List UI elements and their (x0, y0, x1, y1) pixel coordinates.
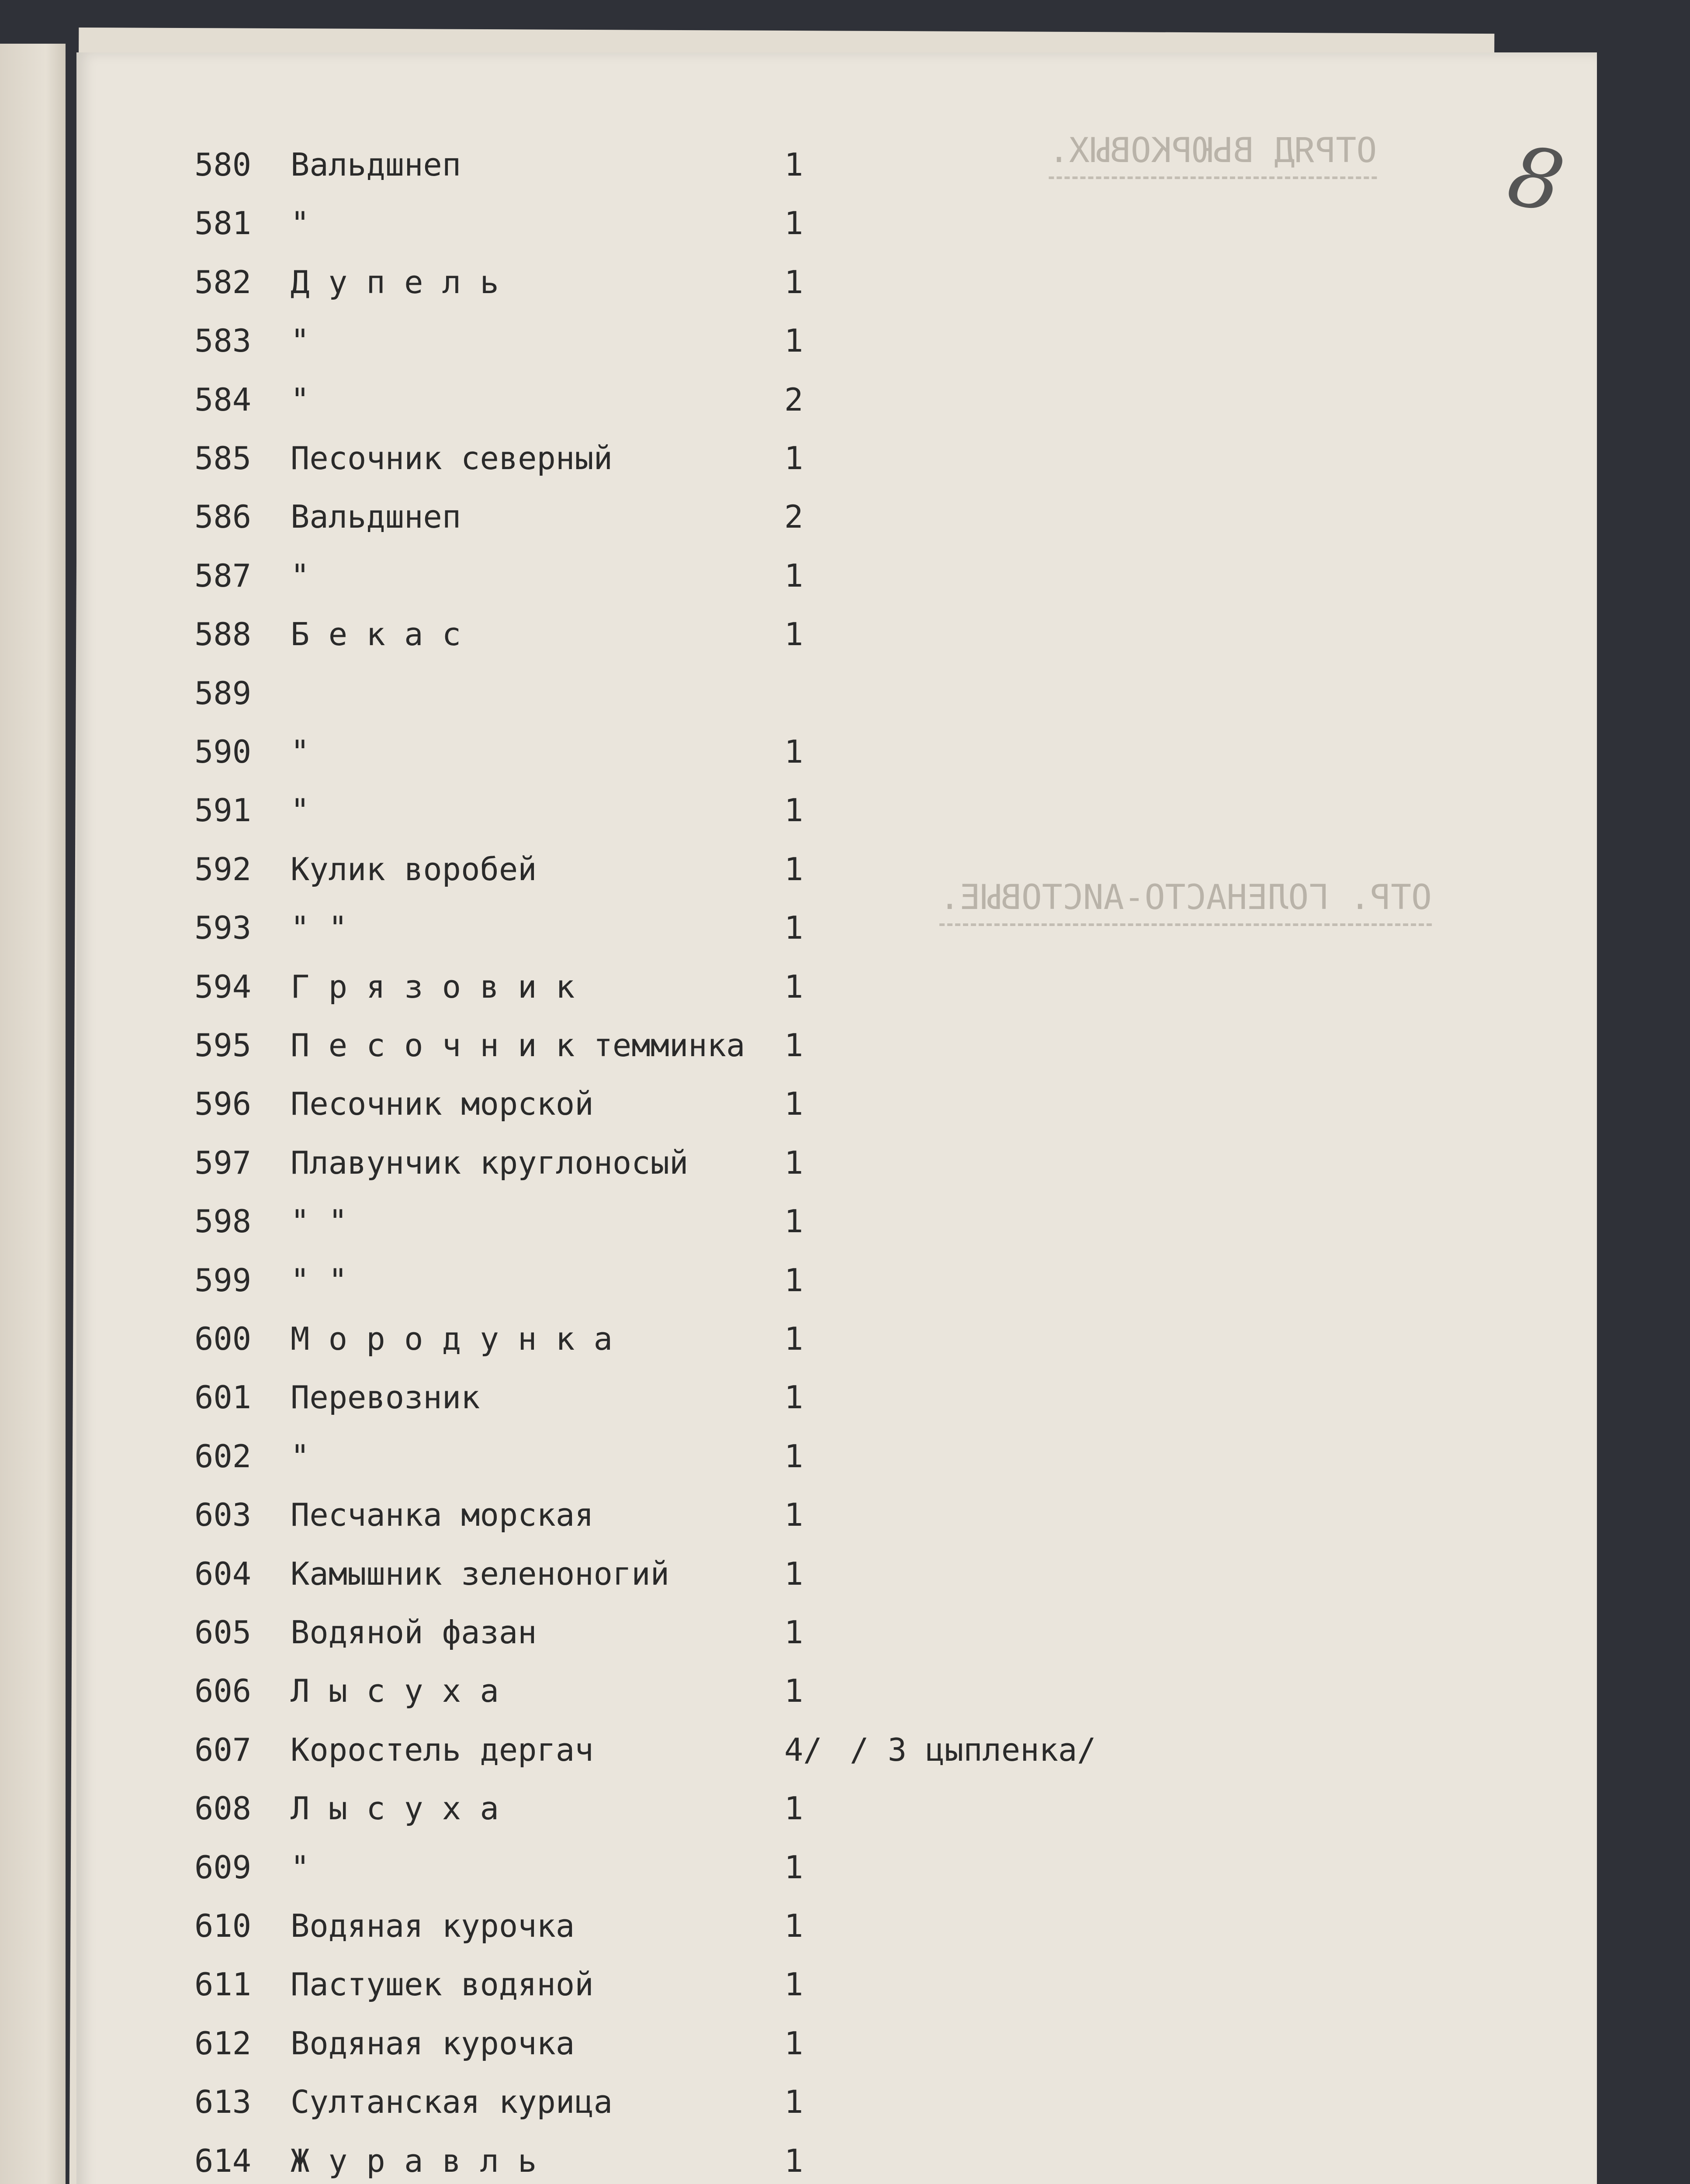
entry-number: 605 (194, 1614, 252, 1651)
entry-number: 591 (194, 792, 252, 829)
specimen-count: 1 (784, 2084, 803, 2120)
specimen-count: 1 (784, 1144, 803, 1181)
specimen-count: 1 (784, 1790, 803, 1827)
species-name: М о р о д у н к а (291, 1320, 613, 1357)
entry-number: 596 (194, 1085, 252, 1122)
specimen-count: 1 (784, 1555, 803, 1592)
species-name: Вальдшнеп (291, 498, 461, 535)
specimen-count: 1 (784, 1379, 803, 1416)
species-name: Вальдшнеп (291, 146, 461, 183)
specimen-count: 1 (784, 2025, 803, 2062)
species-name: " " (291, 1262, 348, 1299)
species-name: Д у п е л ь (291, 264, 499, 301)
entry-number: 611 (194, 1966, 252, 2003)
species-name: " (291, 381, 310, 418)
species-name: Л ы с у х а (291, 1790, 499, 1827)
specimen-count: 2 (784, 498, 803, 535)
species-name: " " (291, 909, 348, 946)
entry-number: 588 (194, 616, 252, 653)
species-name: Камышник зеленоногий (291, 1555, 669, 1592)
entry-note: / 3 цыпленка/ (850, 1731, 1096, 1768)
specimen-count: 1 (784, 1027, 803, 1064)
specimen-count: 1 (784, 1085, 803, 1122)
entry-number: 590 (194, 733, 252, 770)
specimen-count: 1 (784, 968, 803, 1005)
entry-number: 582 (194, 264, 252, 301)
entry-number: 599 (194, 1262, 252, 1299)
entry-number: 608 (194, 1790, 252, 1827)
entry-number: 606 (194, 1673, 252, 1709)
entry-number: 580 (194, 146, 252, 183)
entry-number: 592 (194, 851, 252, 888)
specimen-count: 2 (784, 381, 803, 418)
bleed-through-header-1: ОТРЯД ВЬЮРКОВЫХ. (1049, 131, 1377, 179)
species-name: Кулик воробей (291, 851, 537, 888)
folio-number: 8 (1500, 126, 1572, 232)
entry-number: 589 (194, 675, 252, 712)
specimen-count: 1 (784, 1203, 803, 1240)
species-name: Коростель дергач (291, 1731, 594, 1768)
entry-number: 614 (194, 2143, 252, 2179)
specimen-count: 1 (784, 322, 803, 359)
specimen-count: 1 (784, 2143, 803, 2179)
species-name: Г р я з о в и к (291, 968, 575, 1005)
species-name: Перевозник (291, 1379, 480, 1416)
species-name: Ж у р а в л ь (291, 2143, 537, 2179)
specimen-count: 1 (784, 1614, 803, 1651)
entry-number: 587 (194, 557, 252, 594)
entry-number: 602 (194, 1438, 252, 1475)
entry-number: 585 (194, 440, 252, 477)
entry-number: 610 (194, 1908, 252, 1944)
entry-number: 594 (194, 968, 252, 1005)
entry-number: 586 (194, 498, 252, 535)
entry-number: 595 (194, 1027, 252, 1064)
entry-number: 598 (194, 1203, 252, 1240)
species-name: Л ы с у х а (291, 1673, 499, 1709)
species-name: " (291, 1438, 310, 1475)
specimen-count: 1 (784, 557, 803, 594)
entry-number: 584 (194, 381, 252, 418)
entry-number: 613 (194, 2084, 252, 2120)
specimen-count: 1 (784, 146, 803, 183)
species-name: Водяная курочка (291, 1908, 575, 1944)
entry-number: 612 (194, 2025, 252, 2062)
entry-number: 607 (194, 1731, 252, 1768)
species-name: Пастушек водяной (291, 1966, 594, 2003)
entry-number: 583 (194, 322, 252, 359)
entry-number: 593 (194, 909, 252, 946)
species-name: Песочник морской (291, 1085, 594, 1122)
species-name: " (291, 1849, 310, 1886)
entry-number: 600 (194, 1320, 252, 1357)
specimen-count: 1 (784, 1908, 803, 1944)
specimen-count: 1 (784, 1438, 803, 1475)
species-name: Султанская курица (291, 2084, 613, 2120)
entry-number: 609 (194, 1849, 252, 1886)
entry-number: 597 (194, 1144, 252, 1181)
bleed-through-header-2: ОТР. ГОЛЕНАСТО-АИСТОВЫЕ. (939, 878, 1432, 926)
specimen-count: 1 (784, 440, 803, 477)
species-name: П е с о ч н и к темминка (291, 1027, 745, 1064)
specimen-count: 1 (784, 1849, 803, 1886)
species-name: Водяной фазан (291, 1614, 537, 1651)
species-name: " (291, 733, 310, 770)
specimen-count: 1 (784, 264, 803, 301)
facing-page-edge (0, 44, 66, 2184)
specimen-count: 4/ (784, 1731, 822, 1768)
entry-number: 581 (194, 205, 252, 242)
specimen-count: 1 (784, 792, 803, 829)
species-name: Плавунчик круглоносый (291, 1144, 689, 1181)
entry-number: 604 (194, 1555, 252, 1592)
species-name: Б е к а с (291, 616, 461, 653)
specimen-count: 1 (784, 205, 803, 242)
species-name: Песчанка морская (291, 1496, 594, 1533)
specimen-count: 1 (784, 1320, 803, 1357)
species-name: Водяная курочка (291, 2025, 575, 2062)
species-name: " " (291, 1203, 348, 1240)
species-name: " (291, 205, 310, 242)
species-name: " (291, 557, 310, 594)
species-name: Песочник северный (291, 440, 613, 477)
entry-number: 601 (194, 1379, 252, 1416)
specimen-count: 1 (784, 1966, 803, 2003)
specimen-count: 1 (784, 1673, 803, 1709)
specimen-count: 1 (784, 909, 803, 946)
species-name: " (291, 322, 310, 359)
specimen-count: 1 (784, 1262, 803, 1299)
species-name: " (291, 792, 310, 829)
specimen-count: 1 (784, 616, 803, 653)
specimen-count: 1 (784, 851, 803, 888)
specimen-count: 1 (784, 1496, 803, 1533)
entry-number: 603 (194, 1496, 252, 1533)
specimen-count: 1 (784, 733, 803, 770)
